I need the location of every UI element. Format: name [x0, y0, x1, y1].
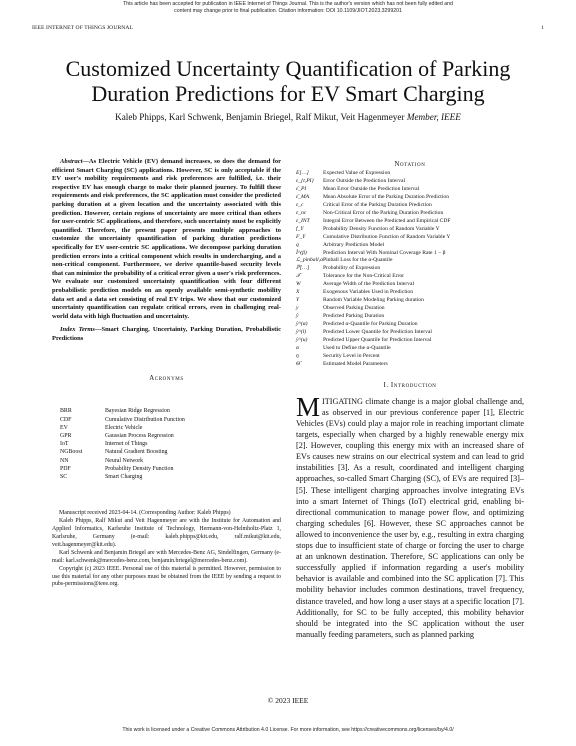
acronym-expansion: Internet of Things: [105, 441, 148, 448]
right-column: [296, 161, 524, 640]
nomenclature-symbol: W: [296, 281, 301, 288]
nomenclature-symbol: 𝒯: [296, 273, 301, 280]
nomenclature-description: Security Level in Percent: [323, 352, 380, 359]
journal-name: IEEE INTERNET OF THINGS JOURNAL: [32, 25, 134, 31]
nomenclature-symbol: ℒ_pinball,α: [296, 257, 324, 264]
nomenclature-description: Integral Error Between the Predicted and Empirical CDF: [323, 217, 451, 224]
nomenclature-row: [296, 353, 451, 361]
nomenclature-row: [296, 218, 451, 226]
nomenclature-symbol: ŷ^(u): [296, 337, 308, 344]
acronym-abbr: SC: [60, 474, 68, 481]
nomenclature-row: [296, 202, 451, 210]
acronym-expansion: Neural Network: [105, 457, 144, 464]
nomenclature-heading: Notation: [394, 161, 426, 168]
acronym-expansion: Probability Density Function: [105, 465, 174, 472]
nomenclature-row: [296, 186, 451, 194]
index-terms-text: —Smart Charging, Uncertainty, Parking Duration, Probabilistic Predictions: [52, 326, 282, 342]
nomenclature-symbol: ŷ^(α): [296, 321, 308, 328]
nomenclature-description: Arbitrary Prediction Model: [323, 241, 385, 248]
nomenclature-symbol: X: [296, 289, 300, 296]
index-terms: [52, 326, 281, 343]
acronym-abbr: CDF: [60, 416, 72, 423]
nomenclature-description: Predicted α-Quantile for Parking Duration: [323, 321, 418, 328]
nomenclature-symbol: Y: [296, 297, 300, 304]
index-terms-label: Index Terms: [60, 326, 95, 334]
nomenclature-row: [296, 289, 451, 297]
nomenclature-row: [296, 210, 451, 218]
nomenclature-description: Average Width of the Prediction Interval: [323, 281, 415, 288]
paper-title: Customized Uncertainty Quantification of Parking Duration Predictions for EV Smart Charging: [65, 56, 511, 106]
nomenclature-symbol: Î^(β): [296, 249, 307, 256]
nomenclature-row: [296, 281, 451, 289]
acronym-expansion: Electric Vehicle: [105, 424, 143, 431]
nomenclature-description: Predicted Parking Duration: [323, 313, 385, 320]
nomenclature-symbol: E[…]: [296, 170, 309, 176]
nomenclature-description: Error Outside the Prediction Interval: [323, 177, 406, 184]
nomenclature-row: [296, 305, 451, 313]
nomenclature-description: Mean Absolute Error of the Parking Duration Prediction: [323, 193, 450, 200]
introduction-heading: I. Introduction: [383, 381, 437, 389]
acronym-expansion: Smart Charging: [105, 474, 143, 481]
copyright-line: © 2023 IEEE: [267, 696, 309, 705]
acronym-expansion: Cumulative Distribution Function: [105, 416, 185, 423]
abstract: [52, 158, 281, 321]
nomenclature-description: Prediction Interval With Nominal Coverage Rate 1 − β: [323, 249, 446, 256]
nomenclature-description: Probability of Expression: [323, 265, 381, 272]
nomenclature-symbol: ℙ[…]: [296, 265, 310, 272]
nomenclature-description: Pinball Loss for the α-Quantile: [323, 257, 393, 264]
nomenclature-description: Probability Density Function of Random Variable Y: [323, 225, 440, 232]
nomenclature-row: [296, 234, 451, 242]
acronym-abbr: BRR: [60, 408, 72, 415]
nomenclature-description: Used to Define the α-Quantile: [323, 344, 391, 351]
page-number: 1: [541, 25, 544, 31]
abstract-label: Abstract: [60, 158, 83, 165]
nomenclature-symbol: ε_INT: [296, 217, 310, 224]
author-membership: Member, IEEE: [406, 112, 461, 122]
nomenclature-row: [296, 321, 451, 329]
nomenclature-symbol: q: [296, 241, 299, 248]
acronym-row: [60, 448, 185, 456]
acronym-row: [60, 424, 185, 432]
nomenclature-symbol: η: [296, 352, 299, 359]
publication-notice: [0, 1, 576, 14]
drop-cap: M: [296, 391, 321, 422]
nomenclature-description: Critical Error of the Parking Duration Prediction: [323, 201, 432, 208]
nomenclature-symbol: ε̄_PI: [296, 185, 307, 192]
acronym-abbr: NGBoost: [60, 449, 83, 456]
acronym-row: [60, 416, 185, 424]
nomenclature-symbol: y: [296, 305, 299, 312]
nomenclature-symbol: F_Y: [296, 233, 306, 240]
nomenclature-row: [296, 297, 451, 305]
acronym-row: [60, 457, 185, 465]
nomenclature-symbol: Θ̂: [296, 360, 301, 367]
affiliation-mercedes: Karl Schwenk and Benjamin Briegel are with Mercedes-Benz AG, Sindelfingen, Germany (e-mail: karl.schwenk@mercedes-benz.com, benjamin.briegel@mercedes-benz.com).: [52, 549, 281, 564]
nomenclature-symbol: ŷ: [296, 313, 299, 320]
nomenclature-symbol: ŷ^(l): [296, 329, 307, 336]
acronym-row: [60, 465, 185, 473]
acronym-abbr: GPR: [60, 433, 72, 440]
introduction-text: [296, 391, 524, 640]
nomenclature-row: [296, 361, 451, 369]
acronym-table: [60, 407, 185, 481]
nomenclature-row: [296, 178, 451, 186]
copyright-notice: Copyright (c) 2023 IEEE. Personal use of this material is permitted. However, permission to use this material for any other purposes must be obtained from the IEEE by sending a request to pubs-permissions@ieee.org.: [52, 565, 281, 588]
nomenclature-row: [296, 226, 451, 234]
nomenclature-row: [296, 242, 451, 250]
nomenclature-symbol: ε_nc: [296, 209, 307, 216]
nomenclature-row: [296, 170, 451, 178]
nomenclature-row: [296, 313, 451, 321]
nomenclature-description: Observed Parking Duration: [323, 305, 385, 312]
acronym-row: [60, 432, 185, 440]
nomenclature-row: [296, 329, 451, 337]
abstract-text: —As Electric Vehicle (EV) demand increases, so does the demand for efficient Smart Charging (SC) applications. However, SC is only acceptable if the EV user's mobility requirements and risk preferences are fulfilled, i.e. their respective EV has enough charge to make their planned journey. To fulfill these requirements and risk preferences, the SC application must consider the predicted parking duration at a given location and the uncertainty associated with this prediction. However, certain regions of uncertainty are more critical than others for user-centric SC applications, and therefore, such uncertainty must be explicitly quantified. Therefore, the present paper presents multiple approaches to customize the uncertainty quantification of parking duration predictions specifically for EV user-centric SC applications. We decompose parking duration prediction errors into a critical component which results in undercharging, and a non-critical component. Furthermore, we derive quantile-based security levels that can minimize the probability of a critical error given a user's risk preferences. We evaluate our customized uncertainty quantification with four different probabilistic prediction models on an openly available semi-synthetic mobility data set and a data set consisting of real EV trips. We show that our customized uncertainty quantification can regulate critical errors, even in challenging real-world data with high fluctuation and uncertainty.: [52, 158, 281, 320]
author-list: [30, 112, 546, 122]
author-names: Kaleb Phipps, Karl Schwenk, Benjamin Briegel, Ralf Mikut, Veit Hagenmeyer: [115, 112, 405, 122]
acronyms-heading: Acronyms: [149, 375, 184, 383]
nomenclature-description: Random Variable Modeling Parking duration: [323, 297, 424, 304]
nomenclature-symbol: f_Y: [296, 225, 304, 232]
acronym-abbr: PDF: [60, 465, 71, 472]
nomenclature-symbol: α: [296, 344, 299, 351]
nomenclature-description: Mean Error Outside the Prediction Interval: [323, 185, 420, 192]
nomenclature-symbol: ε̄_MA: [296, 193, 310, 200]
introduction-body: ITIGATING climate change is a major global challenge and, as observed in our previous conference paper [1], Electric Vehicles (EVs) could play a major role in reaching important climate targets, especially when charged by a highly renewable energy mix [2]. However, coupling this energy mix with an increased share of EVs causes new strains on our electrical system and can lead to grid instabilities [3]. As a result, coordinated and intelligent charging approaches, so-called Smart Charging (SC), of EVs are required [3]–[5]. These intelligent charging approaches involve integrating EVs into a smart Internet of Things (IoT) electrical grid, enabling bi-directional communication to manage power flow, and optimizing charging schedules [6]. However, these SC approaches cannot be allowed to inconvenience the user by, e.g., resulting in extra charging stops due to insufficient state of charge or forcing the user to charge at an unknown destination. Therefore, SC applications can only be successfully applied if information regarding a user's mobility behavior is available and combined into the SC application [7]. This mobility behavior includes common destinations, travel frequency, distance traveled, and how long a user stays at a specific location [7]. Additionally, for SC to be fully accepted, this mobility behavior should be integrated into the SC application without the user manually feeding parameters, such as planned parking: [296, 396, 524, 639]
nomenclature-symbol: ε_{t,PI}: [296, 177, 314, 184]
acronym-row: [60, 407, 185, 415]
nomenclature-row: [296, 337, 451, 345]
nomenclature-description: Predicted Lower Quantile for Prediction Interval: [323, 329, 432, 336]
affiliation-kit: Kaleb Phipps, Ralf Mikut and Veit Hagenmeyer are with the Institute for Automation and Applied Informatics, Karlsruhe Institute of Technology, Hermann-von-Helmholtz-Platz 1, Karlsruhe, Germany (e-mail: kaleb.phipps@kit.edu, ralf.mikut@kit.edu, veit.hagenmeyer@kit.edu).: [52, 518, 281, 548]
nomenclature-symbol: ε_c: [296, 201, 304, 208]
nomenclature-table: [296, 170, 451, 369]
acronym-expansion: Bayesian Ridge Regression: [105, 408, 170, 415]
acronym-row: [60, 473, 185, 481]
nomenclature-row: [296, 345, 451, 353]
acronym-row: [60, 440, 185, 448]
left-column: [52, 158, 281, 589]
acronym-abbr: EV: [60, 424, 68, 431]
acronym-abbr: NN: [60, 457, 69, 464]
nomenclature-row: [296, 194, 451, 202]
acronym-expansion: Natural Gradient Boosting: [105, 449, 168, 456]
nomenclature-description: Tolerance for the Non-Critical Error: [323, 273, 405, 280]
acronym-abbr: IoT: [60, 441, 69, 448]
publication-notice-line1: This article has been accepted for publication in IEEE Internet of Things Journal. This is the author's version which has not been fully edited and: [123, 1, 453, 7]
author-affiliations: [52, 510, 281, 589]
nomenclature-description: Predicted Upper Quantile for Prediction Interval: [323, 337, 432, 344]
license-notice: This work is licensed under a Creative Commons Attribution 4.0 License. For more information, see https://creativecommons.org/licenses/by/4.0/: [122, 727, 454, 733]
acronym-expansion: Gaussian Process Regression: [105, 433, 174, 440]
nomenclature-description: Exogenous Variables Used in Prediction: [323, 289, 414, 296]
nomenclature-description: Expected Value of Expression: [323, 170, 391, 176]
manuscript-received: Manuscript received 2023-04-14. (Corresponding Author: Kaleb Phipps): [59, 510, 231, 517]
publication-notice-line2: content may change prior to final publication. Citation information: DOI 10.1109/JIOT.2023.3299201: [174, 7, 402, 14]
nomenclature-description: Estimated Model Parameters: [323, 360, 388, 367]
nomenclature-description: Cumulative Distribution Function of Random Variable Y: [323, 233, 451, 240]
nomenclature-description: Non-Critical Error of the Parking Duration Prediction: [323, 209, 444, 216]
running-header: [32, 25, 544, 31]
